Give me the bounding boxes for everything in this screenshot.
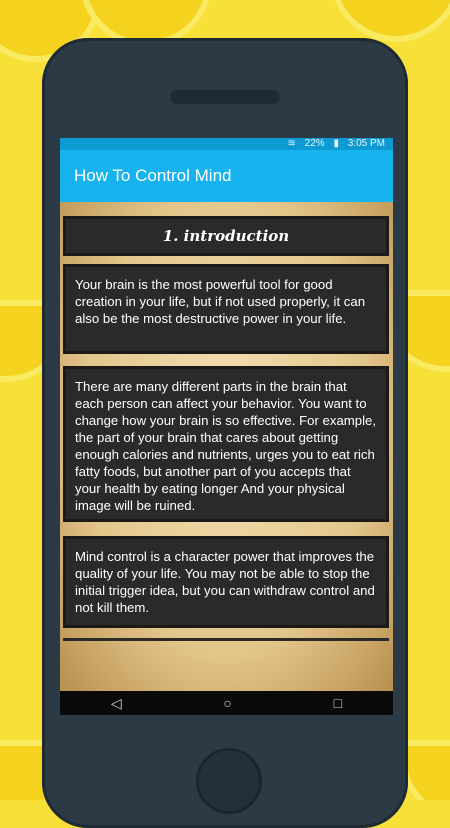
battery-icon: ▮ — [333, 138, 339, 149]
lemon-slice-decoration — [330, 0, 450, 42]
battery-percent: 22% — [304, 138, 325, 149]
paragraph-text: Mind control is a character power that improves the quality of your life. You may not be able to stop the initial trigger idea, but you can withdraw control and not kill them. — [75, 549, 375, 615]
wifi-icon: ≋ — [287, 138, 296, 149]
app-bar — [60, 150, 393, 202]
article-content[interactable] — [60, 202, 393, 691]
section-heading: 1. introduction — [162, 227, 290, 245]
phone-speaker — [170, 90, 280, 104]
status-time: 3:05 PM — [347, 138, 385, 149]
paragraph-text: Your brain is the most powerful tool for good creation in your life, but if not used properly, it can also be the most destructive power in your life. — [75, 277, 366, 326]
back-icon[interactable]: ◁ — [110, 694, 122, 711]
section-heading-card — [63, 216, 389, 256]
paragraph-card — [63, 536, 389, 628]
recents-icon[interactable]: □ — [333, 695, 343, 711]
status-bar — [60, 138, 393, 150]
app-screen — [60, 138, 393, 715]
home-icon[interactable]: ○ — [223, 695, 232, 711]
paragraph-card — [63, 366, 389, 522]
paragraph-text: There are many different parts in the brain that each person can affect your behavior. You want to change how your brain is so effective. For example, the part of your brain that cares about getting enough calories and nutrients, urges you to eat rich fatty foods, but another part of you accepts that your health by eating longer And your physical image will be ruined. — [75, 379, 377, 513]
app-title: How To Control Mind — [74, 166, 232, 185]
nav-bar — [60, 691, 393, 715]
divider — [63, 638, 389, 641]
phone-home-button — [196, 748, 262, 814]
paragraph-card — [63, 264, 389, 354]
